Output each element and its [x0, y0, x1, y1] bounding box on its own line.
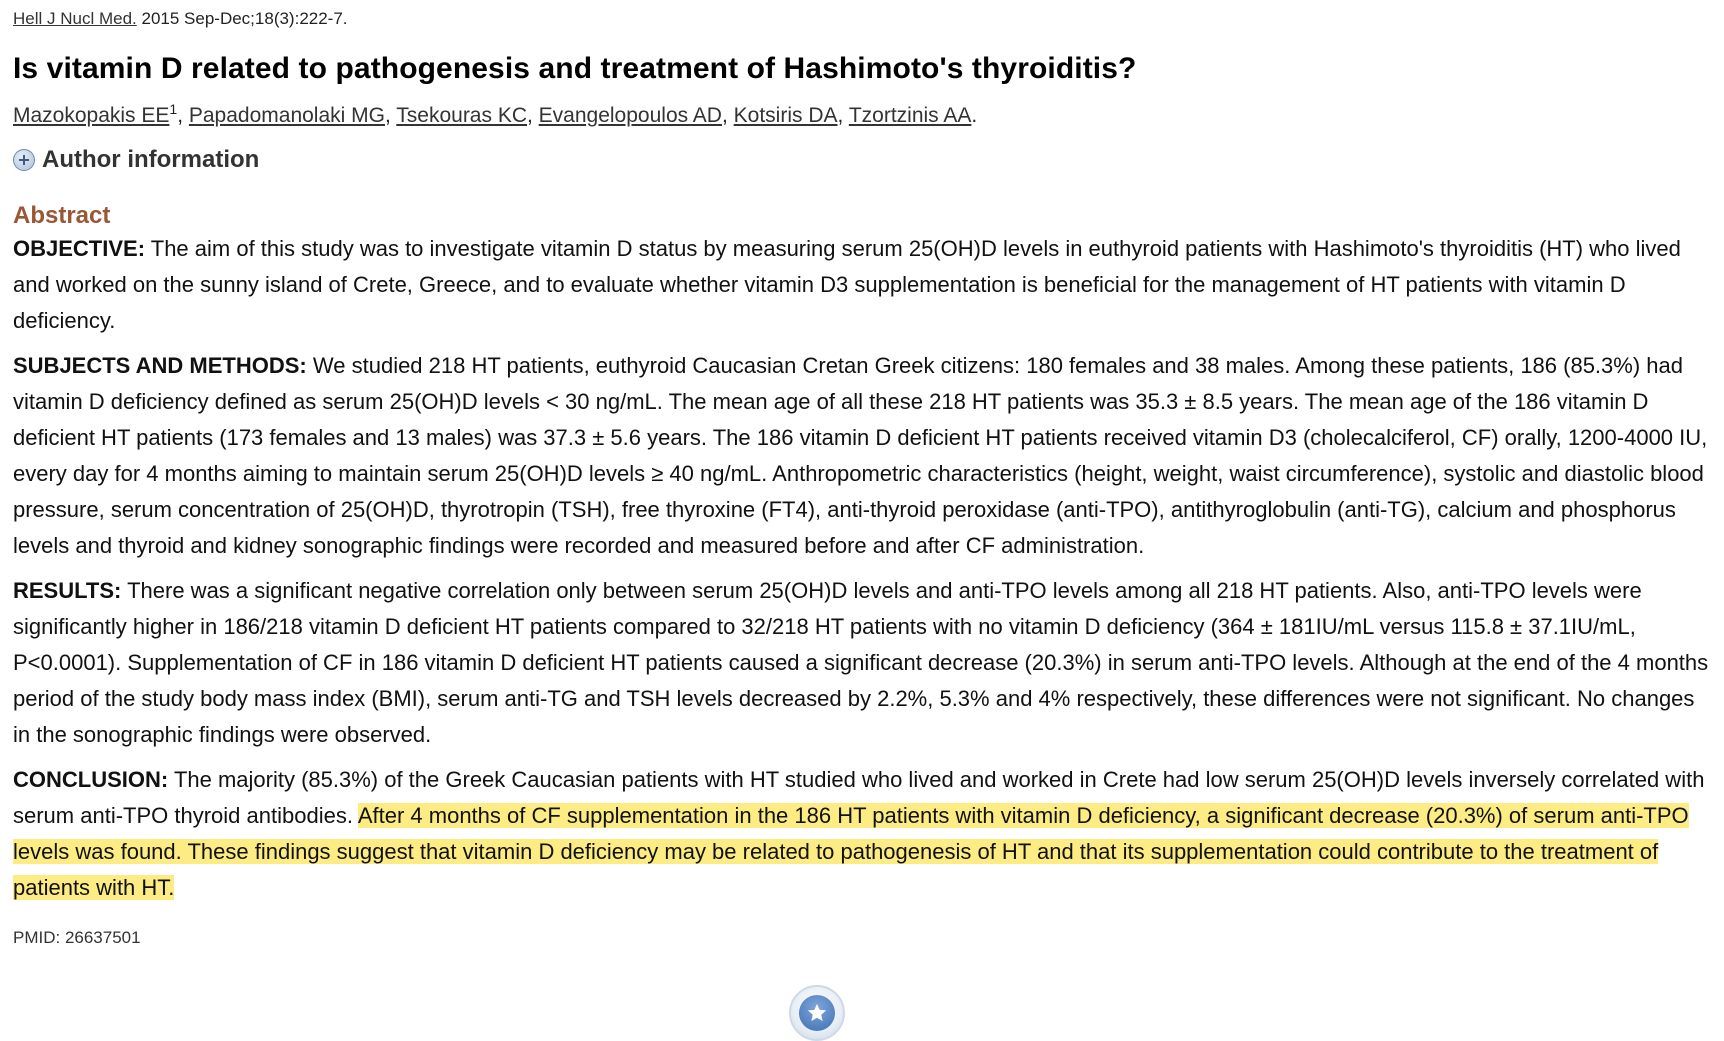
- author-information-toggle[interactable]: [13, 145, 1713, 175]
- abstract-conclusion: [13, 762, 1713, 906]
- section-label: CONCLUSION:: [13, 767, 169, 792]
- pmid: PMID: 26637501: [13, 928, 141, 947]
- section-label: SUBJECTS AND METHODS:: [13, 353, 307, 378]
- author-link[interactable]: Tsekouras KC: [396, 104, 527, 127]
- journal-link[interactable]: Hell J Nucl Med.: [13, 9, 137, 28]
- highlighted-text: After 4 months of CF supplementation in the 186 HT patients with vitamin D deficiency, a significant decrease (20.3%) of serum anti-TPO levels was found. These findings suggest that vitamin D deficiency may be related to pathogenesis of HT and that its supplementation could contribute to the treatment of patients with HT.: [13, 803, 1689, 900]
- citation-details: 2015 Sep-Dec;18(3):222-7.: [141, 9, 348, 28]
- section-text: There was a significant negative correlation only between serum 25(OH)D levels and anti-TPO levels among all 218 HT patients. Also, anti-TPO levels were significantly higher in 186/218 vitamin D deficient HT patients compared to 32/218 HT patients with no vitamin D deficiency (364 ± 181IU/mL versus 115.8 ± 37.1IU/mL, P<0.0001). Supplementation of CF in 186 vitamin D deficient HT patients caused a significant decrease (20.3%) in serum anti-TPO levels. Although at the end of the 4 months period of the study body mass index (BMI), serum anti-TG and TSH levels decreased by 2.2%, 5.3% and 4% respectively, these differences were not significant. No changes in the sonographic findings were observed.: [13, 578, 1709, 747]
- citation: [13, 9, 1713, 29]
- author-link[interactable]: Evangelopoulos AD: [538, 104, 722, 127]
- author-link[interactable]: Tzortzinis AA: [848, 104, 972, 127]
- abstract-objective: [13, 231, 1713, 339]
- abstract-heading: Abstract: [13, 202, 111, 229]
- favorite-button[interactable]: [789, 985, 845, 1041]
- abstract-body: [13, 231, 1713, 906]
- section-label: RESULTS:: [13, 578, 122, 603]
- star-icon[interactable]: [799, 995, 835, 1031]
- author-list: Mazokopakis $EE^1$, Papadomanolaki MG, Tsekouras KC, Evangelopoulos AD, Kotsiris DA, Tzortzinis AA.: [13, 101, 978, 127]
- abstract-results: [13, 573, 1713, 753]
- section-label: OBJECTIVE:: [13, 236, 146, 261]
- article-title: Is vitamin D related to pathogenesis and treatment of Hashimoto's thyroiditis?: [13, 52, 1137, 85]
- abstract-methods: [13, 348, 1713, 564]
- affiliation-superscript: 1: [169, 101, 178, 117]
- section-text: We studied 218 HT patients, euthyroid Caucasian Cretan Greek citizens: 180 females and 38 males. Among these patients, 186 (85.3%) had vitamin D deficiency defined as serum 25(OH)D levels < 30 ng/mL. The mean age of all these 218 HT patients was 35.3 ± 8.5 years. The mean age of the 186 vitamin D deficient HT patients (173 females and 13 males) was 37.3 ± 5.6 years. The 186 vitamin D deficient HT patients received vitamin D3 (cholecalciferol, CF) orally, 1200-4000 IU, every day for 4 months aiming to maintain serum 25(OH)D levels ≥ 40 ng/mL. Anthropometric characteristics (height, weight, waist circumference), systolic and diastolic blood pressure, serum concentration of 25(OH)D, thyrotropin (TSH), free thyroxine (FT4), anti-thyroid peroxidase (anti-TPO), antithyroglobulin (anti-TG), calcium and phosphorus levels and thyroid and kidney sonographic findings were recorded and measured before and after CF administration.: [13, 353, 1708, 558]
- author-information-label: Author information: [42, 146, 260, 173]
- section-text: The majority (85.3%) of the Greek Caucasian patients with HT studied who lived and worked in Crete had low serum 25(OH)D levels inversely correlated with serum anti-TPO thyroid antibodies.: [13, 767, 1705, 828]
- plus-circle-icon[interactable]: [13, 149, 35, 171]
- author-link[interactable]: Mazokopakis EE: [13, 104, 170, 127]
- author-link[interactable]: Kotsiris DA: [733, 104, 838, 127]
- article-page: [13, 0, 1713, 948]
- author-link[interactable]: Papadomanolaki MG: [188, 104, 385, 127]
- section-text: The aim of this study was to investigate vitamin D status by measuring serum 25(OH)D levels in euthyroid patients with Hashimoto's thyroiditis (HT) who lived and worked on the sunny island of Crete, Greece, and to evaluate whether vitamin D3 supplementation is beneficial for the management of HT patients with vitamin D deficiency.: [13, 236, 1681, 333]
